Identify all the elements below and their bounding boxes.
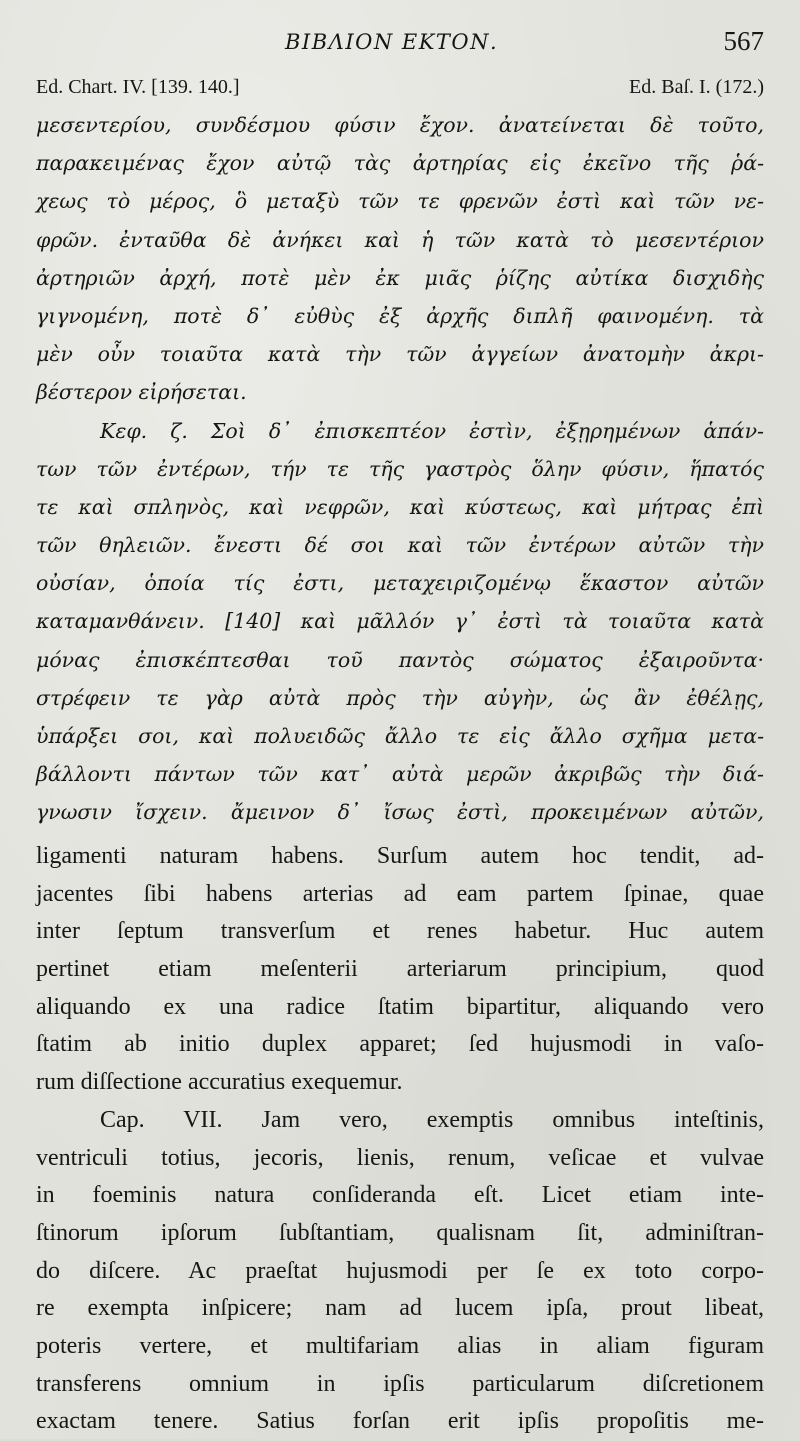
edition-reference-line: [36, 76, 764, 104]
latin-line: ſtinorum ipſorum ſubſtantiam, qualisnam ſit, adminiſtran-: [36, 1219, 764, 1246]
running-head: [0, 26, 800, 64]
latin-line: rum diſſectione accuratius exequemur.: [36, 1069, 403, 1096]
greek-chapter-start-line: Κεφ. ζ. Σοὶ δ᾽ ἐπισκεπτέον ἐστὶν, ἐξῃρημένων ἁπάν-: [100, 418, 764, 443]
latin-line: ligamenti naturam habens. Surſum autem hoc tendit, ad-: [36, 843, 764, 869]
greek-line: γιγνομένη, ποτὲ δ᾽ εὐθὺς ἐξ ἀρχῆς διπλῆ φαινομένη. τὰ: [36, 303, 764, 328]
greek-line: φρῶν. ἐνταῦθα δὲ ἀνήκει καὶ ἡ τῶν κατὰ τὸ μεσεντέριον: [36, 227, 764, 252]
latin-line: re exempta inſpicere; nam ad lucem ipſa, prout libeat,: [36, 1295, 764, 1322]
latin-line: ſtatim ab initio duplex apparet; ſed hujusmodi in vaſo-: [36, 1031, 764, 1058]
latin-chapter-start-line: Cap. VII. Jam vero, exemptis omnibus inteſtinis,: [100, 1106, 764, 1133]
page-number: 567: [723, 26, 764, 56]
section-gap: [0, 790, 800, 840]
greek-line: τε καὶ σπληνὸς, καὶ νεφρῶν, καὶ κύστεως, καὶ μήτρας ἐπὶ: [36, 494, 764, 519]
greek-line: βέστερον εἰρήσεται.: [36, 380, 247, 405]
latin-line: aliquando ex una radice ſtatim bipartitur, aliquando vero: [36, 993, 764, 1020]
latin-text-block: [36, 838, 764, 1441]
running-title: ΒΙΒΛΙΟΝ ΕΚΤΟΝ.: [285, 30, 499, 54]
greek-line: των τῶν ἐντέρων, τήν τε τῆς γαστρὸς ὅλην φύσιν, ἥπατός: [36, 456, 764, 481]
latin-line: do diſcere. Ac praeſtat hujusmodi per ſe ex toto corpo-: [36, 1257, 764, 1284]
greek-line: μεσεντερίου, συνδέσμου φύσιν ἔχον. ἀνατείνεται δὲ τοῦτο,: [36, 113, 764, 137]
latin-line: jacentes ſibi habens arterias ad eam partem ſpinae, quae: [36, 880, 764, 907]
greek-line: μόνας ἐπισκέπτεσθαι τοῦ παντὸς σώματος ἐξαιροῦντα·: [36, 647, 764, 672]
greek-line: ὑπάρξει σοι, καὶ πολυειδῶς ἄλλο τε εἰς ἄλλο σχῆμα μετα-: [36, 724, 764, 748]
greek-line: καταμανθάνειν. [140] καὶ μᾶλλόν γ᾽ ἐστὶ τὰ τοιαῦτα κατὰ: [36, 609, 764, 634]
latin-line: inter ſeptum transverſum et renes habetur. Huc autem: [36, 918, 764, 945]
latin-line: poteris vertere, et multifariam alias in aliam figuram: [36, 1332, 764, 1359]
edition-basel-reference: Ed. Baſ. I. (172.): [629, 76, 764, 98]
greek-line: τῶν θηλειῶν. ἔνεστι δέ σοι καὶ τῶν ἐντέρων αὐτῶν τὴν: [36, 533, 764, 558]
greek-line: στρέφειν τε γὰρ αὐτὰ πρὸς τὴν αὐγὴν, ὡς ἂν ἐθέλῃς,: [36, 685, 764, 710]
greek-line: γνωσιν ἴσχειν. ἄμεινον δ᾽ ἴσως ἐστὶ, προκειμένων αὐτῶν,: [36, 800, 764, 825]
greek-line: παρακειμένας ἔχον αὐτῷ τὰς ἀρτηρίας εἰς ἐκεῖνο τῆς ῥά-: [36, 151, 764, 176]
latin-line: ventriculi totius, jecoris, lienis, renum, veſicae et vulvae: [36, 1144, 764, 1171]
greek-line: βάλλοντι πάντων τῶν κατ᾽ αὐτὰ μερῶν ἀκριβῶς τὴν διά-: [36, 762, 764, 787]
greek-text-block: [36, 106, 764, 832]
latin-line: transferens omnium in ipſis particularum diſcretionem: [36, 1370, 764, 1397]
greek-line: οὐσίαν, ὁποία τίς ἐστι, μεταχειριζομένῳ ἕκαστον αὐτῶν: [36, 571, 764, 596]
latin-line: in foeminis natura conſideranda eſt. Licet etiam inte-: [36, 1182, 764, 1209]
greek-line: χεως τὸ μέρος, ὃ μεταξὺ τῶν τε φρενῶν ἐστὶ καὶ τῶν νε-: [36, 189, 764, 214]
edition-chart-reference: Ed. Chart. IV. [139. 140.]: [36, 76, 240, 98]
latin-line: exactam tenere. Satius forſan erit ipſis propoſitis me-: [36, 1408, 764, 1435]
latin-line: pertinet etiam meſenterii arteriarum principium, quod: [36, 956, 764, 983]
greek-line: μὲν οὖν τοιαῦτα κατὰ τὴν τῶν ἀγγείων ἀνατομὴν ἀκρι-: [36, 342, 764, 367]
greek-line: ἀρτηριῶν ἀρχή, ποτὲ μὲν ἐκ μιᾶς ῥίζης αὐτίκα δισχιδὴς: [36, 265, 764, 290]
